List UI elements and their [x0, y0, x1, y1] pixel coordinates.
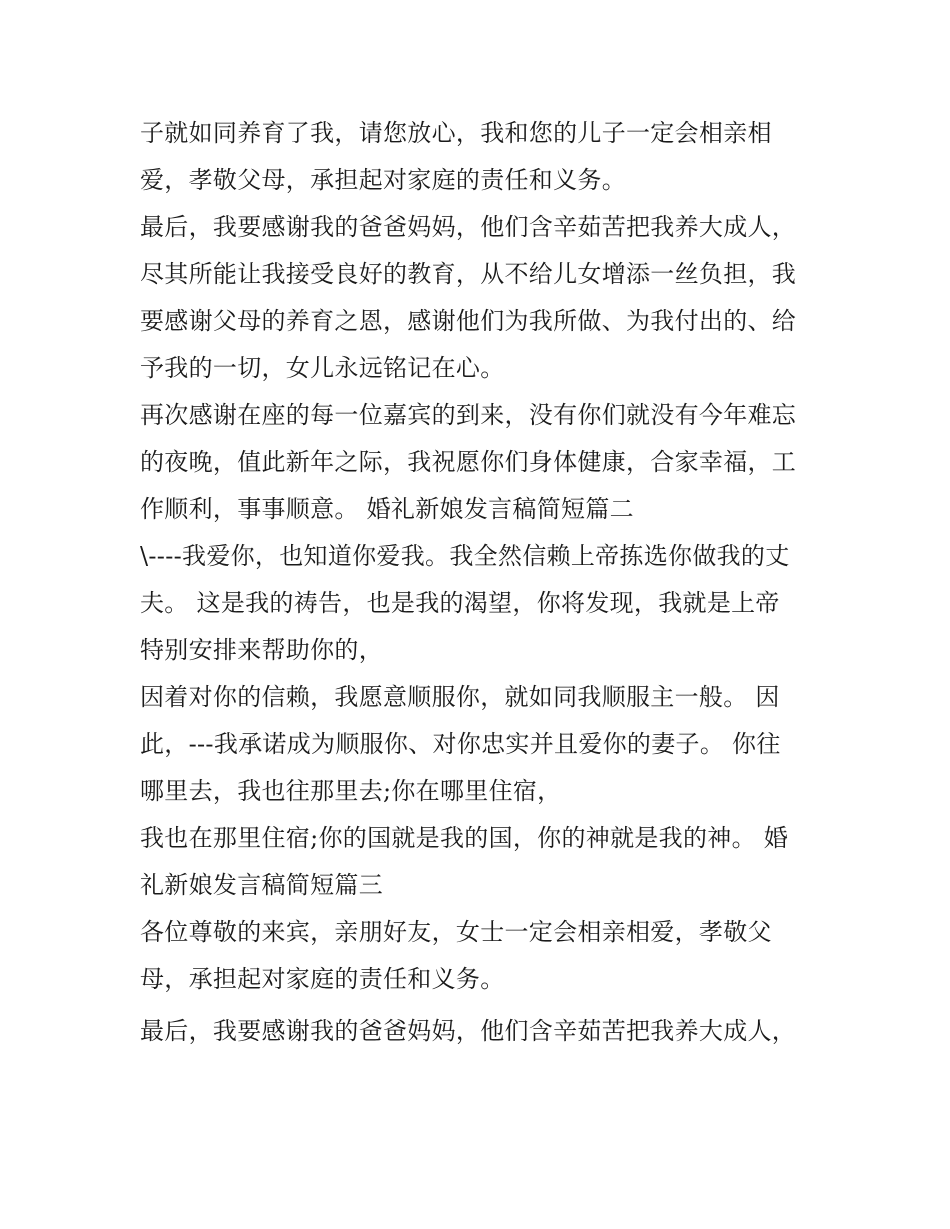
text-line: 各位尊敬的来宾，亲朋好友，女士一定会相亲相爱，孝敬父	[140, 918, 772, 946]
text-line: 予我的一切，女儿永远铭记在心。	[140, 354, 505, 382]
text-line: 的夜晚，值此新年之际，我祝愿你们身体健康，合家幸福，工	[140, 448, 797, 476]
text-line: 夫。 这是我的祷告，也是我的渴望，你将发现，我就是上帝	[140, 589, 780, 617]
text-line: 作顺利，事事顺意。 婚礼新娘发言稿简短篇二	[140, 495, 634, 523]
text-line: 哪里去，我也往那里去;你在哪里住宿，	[140, 777, 562, 805]
text-line: 爱，孝敬父母，承担起对家庭的责任和义务。	[140, 166, 626, 194]
text-line: \----我爱你，也知道你爱我。我全然信赖上帝拣选你做我的丈	[140, 542, 790, 570]
text-line: 特别安排来帮助你的，	[140, 636, 383, 664]
text-line: 尽其所能让我接受良好的教育，从不给儿女增添一丝负担，我	[140, 260, 797, 288]
text-line: 我也在那里住宿;你的国就是我的国，你的神就是我的神。 婚	[140, 824, 789, 852]
text-line: 此，---我承诺成为顺服你、对你忠实并且爱你的妻子。 你往	[140, 730, 781, 758]
text-line: 母，承担起对家庭的责任和义务。	[140, 965, 505, 993]
text-line: 要感谢父母的养育之恩，感谢他们为我所做、为我付出的、给	[140, 307, 797, 335]
text-line: 最后，我要感谢我的爸爸妈妈，他们含辛茹苦把我养大成人，	[140, 1017, 797, 1045]
text-line: 子就如同养育了我，请您放心，我和您的儿子一定会相亲相	[140, 119, 772, 147]
text-line: 再次感谢在座的每一位嘉宾的到来，没有你们就没有今年难忘	[140, 401, 797, 429]
text-line: 因着对你的信赖，我愿意顺服你，就如同我顺服主一般。 因	[140, 683, 780, 711]
text-line: 礼新娘发言稿简短篇三	[140, 871, 383, 899]
text-line: 最后，我要感谢我的爸爸妈妈，他们含辛茹苦把我养大成人，	[140, 213, 797, 241]
text-column	[140, 112, 820, 1052]
